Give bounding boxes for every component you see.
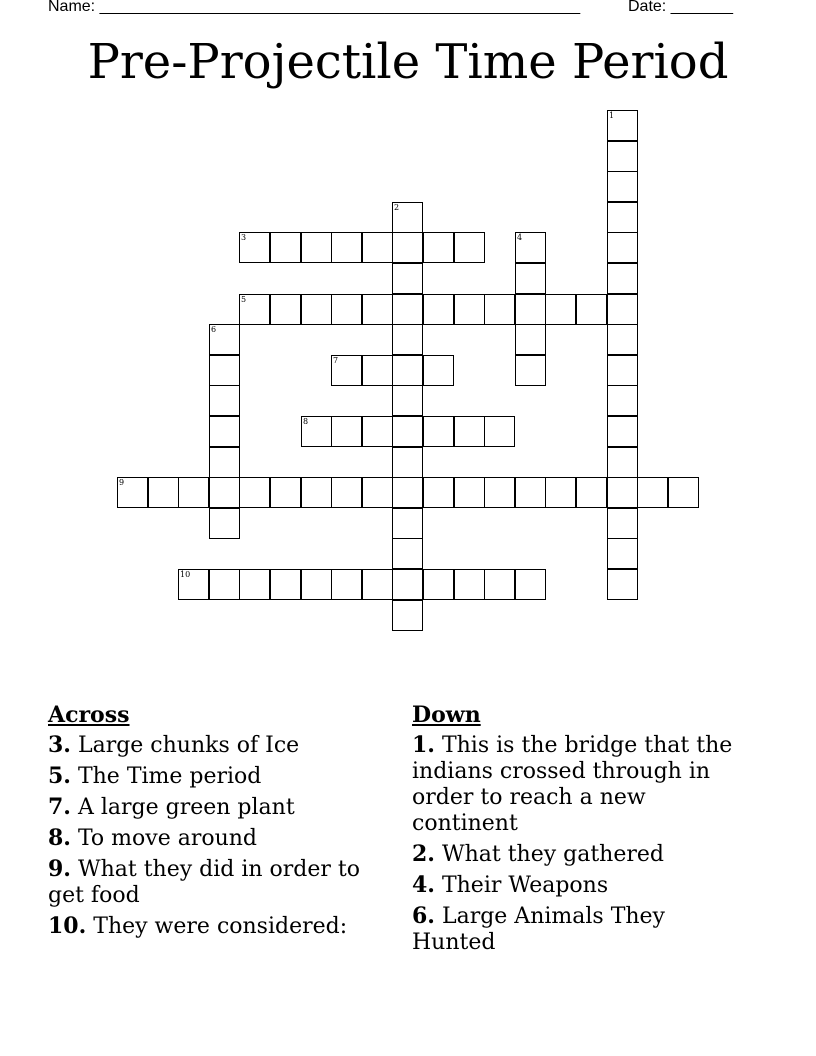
- crossword-cell[interactable]: [117, 477, 148, 508]
- crossword-cell[interactable]: [607, 385, 638, 416]
- name-field-label: Name: ______________________________________________________: [48, 0, 581, 15]
- crossword-cell[interactable]: [607, 171, 638, 202]
- crossword-cell[interactable]: [270, 477, 301, 508]
- crossword-cell[interactable]: [484, 416, 515, 447]
- crossword-cell[interactable]: [392, 294, 423, 325]
- down-clue: [412, 841, 752, 868]
- crossword-cell[interactable]: [576, 477, 607, 508]
- crossword-cell[interactable]: [607, 263, 638, 294]
- crossword-cell[interactable]: [423, 477, 454, 508]
- crossword-cell[interactable]: [392, 569, 423, 600]
- crossword-cell[interactable]: [454, 232, 485, 263]
- crossword-cell[interactable]: [362, 294, 393, 325]
- crossword-cell[interactable]: [301, 569, 332, 600]
- crossword-cell[interactable]: [607, 355, 638, 386]
- crossword-cell[interactable]: [331, 477, 362, 508]
- down-clue-list: [412, 732, 752, 956]
- crossword-cell[interactable]: [392, 385, 423, 416]
- crossword-cell[interactable]: [454, 569, 485, 600]
- crossword-cell[interactable]: [239, 477, 270, 508]
- crossword-cell[interactable]: [270, 294, 301, 325]
- crossword-cell[interactable]: [392, 508, 423, 539]
- clue-text: This is the bridge that the indians crossed through in order to reach a new continent: [412, 733, 733, 836]
- clue-number: 10.: [48, 913, 87, 939]
- across-clue: [48, 794, 368, 821]
- down-clue: [412, 872, 752, 899]
- crossword-cell[interactable]: [301, 416, 332, 447]
- crossword-cell[interactable]: [209, 569, 240, 600]
- crossword-cell[interactable]: [607, 232, 638, 263]
- across-clue: [48, 913, 368, 940]
- clue-number: 3: [241, 233, 247, 242]
- crossword-cell[interactable]: [607, 508, 638, 539]
- crossword-cell[interactable]: [515, 477, 546, 508]
- crossword-cell[interactable]: [209, 477, 240, 508]
- crossword-cell[interactable]: [607, 141, 638, 172]
- crossword-cell[interactable]: [209, 416, 240, 447]
- clue-number: 1: [609, 111, 615, 120]
- across-clue-list: [48, 732, 368, 940]
- clue-text: What they did in order to get food: [48, 857, 360, 908]
- crossword-cell[interactable]: [178, 569, 209, 600]
- crossword-cell[interactable]: [362, 477, 393, 508]
- crossword-cell[interactable]: [515, 355, 546, 386]
- across-clue: [48, 856, 368, 909]
- crossword-cell[interactable]: [454, 477, 485, 508]
- crossword-cell[interactable]: [454, 294, 485, 325]
- crossword-cell[interactable]: [607, 538, 638, 569]
- crossword-cell[interactable]: [545, 294, 576, 325]
- clue-number: 8: [303, 417, 309, 426]
- crossword-cell[interactable]: [331, 232, 362, 263]
- crossword-cell[interactable]: [515, 232, 546, 263]
- clue-text: What they gathered: [434, 842, 664, 867]
- clue-number: 4.: [412, 872, 435, 898]
- crossword-cell[interactable]: [484, 477, 515, 508]
- clue-number: 5.: [48, 763, 71, 789]
- clue-number: 1.: [412, 732, 435, 758]
- crossword-cell[interactable]: [270, 569, 301, 600]
- clue-number: 6: [211, 325, 217, 334]
- crossword-cell[interactable]: [515, 263, 546, 294]
- clue-number: 3.: [48, 732, 71, 758]
- clue-text: Their Weapons: [434, 873, 609, 898]
- crossword-cell[interactable]: [668, 477, 699, 508]
- clue-text: A large green plant: [70, 795, 295, 820]
- page-title: Pre-Projectile Time Period: [87, 34, 729, 90]
- crossword-cell[interactable]: [148, 477, 179, 508]
- crossword-cell[interactable]: [301, 232, 332, 263]
- crossword-cell[interactable]: [362, 232, 393, 263]
- down-heading: Down: [412, 702, 481, 728]
- clue-number: 10: [180, 570, 191, 579]
- crossword-cell[interactable]: [607, 324, 638, 355]
- clue-text: The Time period: [70, 764, 262, 789]
- crossword-cell[interactable]: [362, 569, 393, 600]
- down-clues: [412, 702, 752, 960]
- crossword-cell[interactable]: [392, 324, 423, 355]
- crossword-cell[interactable]: [178, 477, 209, 508]
- crossword-cell[interactable]: [423, 416, 454, 447]
- crossword-cell[interactable]: [392, 477, 423, 508]
- across-clues: [48, 702, 368, 944]
- crossword-cell[interactable]: [392, 202, 423, 233]
- crossword-cell[interactable]: [423, 294, 454, 325]
- crossword-cell[interactable]: [392, 600, 423, 631]
- clue-number: 2.: [412, 841, 435, 867]
- crossword-cell[interactable]: [331, 294, 362, 325]
- crossword-cell[interactable]: [301, 477, 332, 508]
- crossword-cell[interactable]: [392, 416, 423, 447]
- across-clue: [48, 763, 368, 790]
- clue-text: They were considered:: [86, 914, 348, 939]
- clue-text: Large chunks of Ice: [70, 733, 300, 758]
- crossword-cell[interactable]: [423, 569, 454, 600]
- clue-number: 7.: [48, 794, 71, 820]
- crossword-cell[interactable]: [331, 569, 362, 600]
- crossword-cell[interactable]: [423, 355, 454, 386]
- across-clue: [48, 825, 368, 852]
- clue-text: Large Animals They Hunted: [412, 904, 665, 955]
- crossword-cell[interactable]: [270, 232, 301, 263]
- date-field-label: Date: _______: [628, 0, 733, 15]
- crossword-cell[interactable]: [239, 232, 270, 263]
- down-clue: [412, 732, 752, 837]
- crossword-cell[interactable]: [607, 569, 638, 600]
- crossword-cell[interactable]: [637, 477, 668, 508]
- crossword-cell[interactable]: [331, 416, 362, 447]
- crossword-cell[interactable]: [484, 569, 515, 600]
- clue-number: 4: [517, 233, 523, 242]
- clue-number: 7: [333, 356, 339, 365]
- crossword-cell[interactable]: [392, 232, 423, 263]
- crossword-cell[interactable]: [576, 294, 607, 325]
- down-clue: [412, 903, 752, 956]
- crossword-cell[interactable]: [331, 355, 362, 386]
- clue-number: 5: [241, 295, 247, 304]
- crossword-cell[interactable]: [607, 477, 638, 508]
- across-heading: Across: [48, 702, 130, 728]
- crossword-cell[interactable]: [515, 324, 546, 355]
- clue-text: To move around: [70, 826, 258, 851]
- crossword-cell[interactable]: [392, 263, 423, 294]
- crossword-cell[interactable]: [607, 202, 638, 233]
- crossword-cell[interactable]: [607, 447, 638, 478]
- across-clue: [48, 732, 368, 759]
- crossword-cell[interactable]: [392, 447, 423, 478]
- crossword-cell[interactable]: [362, 355, 393, 386]
- clue-number: 2: [394, 203, 400, 212]
- crossword-cell[interactable]: [423, 232, 454, 263]
- crossword-cell[interactable]: [209, 447, 240, 478]
- crossword-cell[interactable]: [209, 385, 240, 416]
- crossword-cell[interactable]: [209, 508, 240, 539]
- crossword-cell[interactable]: [515, 294, 546, 325]
- crossword-cell[interactable]: [239, 569, 270, 600]
- clue-number: 6.: [412, 903, 435, 929]
- crossword-cell[interactable]: [607, 110, 638, 141]
- crossword-cell[interactable]: [607, 416, 638, 447]
- crossword-cell[interactable]: [392, 355, 423, 386]
- crossword-cell[interactable]: [484, 294, 515, 325]
- crossword-cell[interactable]: [545, 477, 576, 508]
- crossword-cell[interactable]: [607, 294, 638, 325]
- crossword-cell[interactable]: [454, 416, 485, 447]
- crossword-cell[interactable]: [209, 324, 240, 355]
- crossword-cell[interactable]: [392, 538, 423, 569]
- crossword-cell[interactable]: [362, 416, 393, 447]
- clue-number: 9: [119, 478, 125, 487]
- crossword-cell[interactable]: [301, 294, 332, 325]
- crossword-cell[interactable]: [515, 569, 546, 600]
- crossword-cell[interactable]: [209, 355, 240, 386]
- crossword-cell[interactable]: [239, 294, 270, 325]
- clue-number: 8.: [48, 825, 71, 851]
- clue-number: 9.: [48, 856, 71, 882]
